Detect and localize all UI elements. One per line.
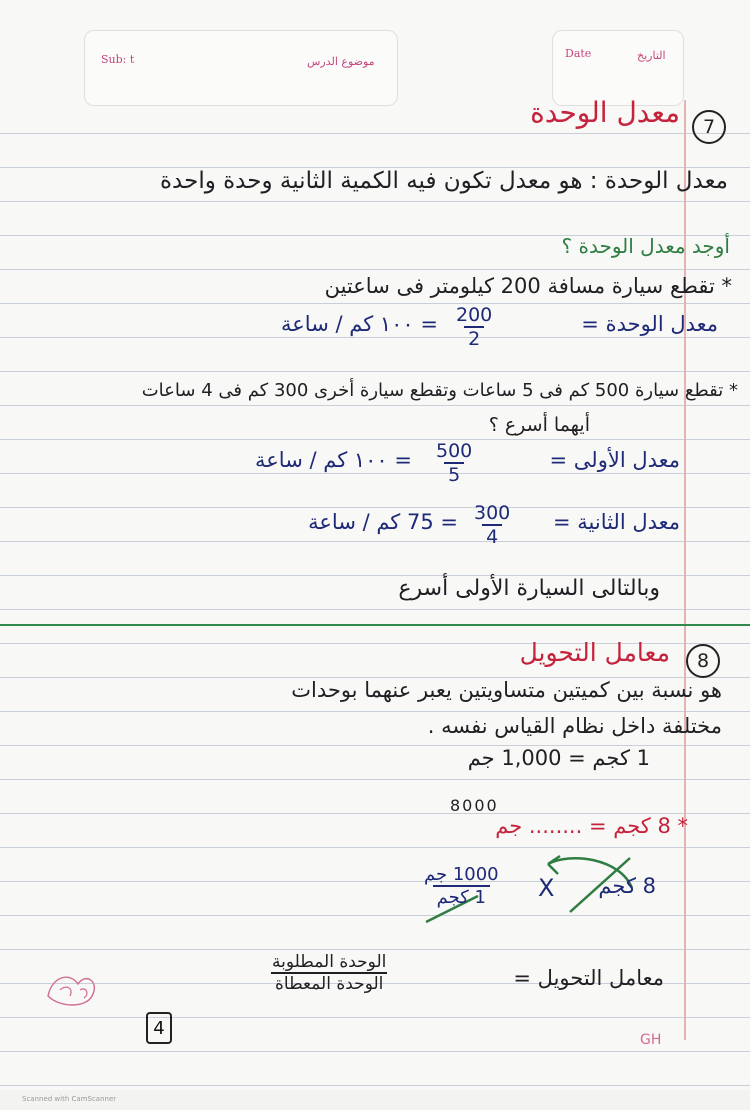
example-question: * 8 كجم = ........ جم <box>495 814 688 838</box>
times-sign: X <box>538 874 555 902</box>
fraction-numerator: 200 <box>456 304 493 326</box>
find-prompt: أوجد معدل الوحدة ؟ <box>561 234 730 258</box>
fraction-denominator: 2 <box>464 326 484 350</box>
second-car-rate-lhs: معدل الثانية = <box>552 510 680 534</box>
page-number: 4 <box>146 1012 172 1044</box>
topic-label: موضوع الدرس <box>307 55 375 68</box>
equivalence-line: 1 كجم = 1,000 جم <box>467 746 650 770</box>
fraction-numerator: 300 <box>474 502 511 524</box>
date-box <box>552 30 684 106</box>
calc-left-quantity: 8 كجم <box>598 874 656 898</box>
second-car-fraction <box>470 502 514 548</box>
section-7-number: 7 <box>692 110 726 144</box>
formula-numerator: الوحدة المطلوبة <box>272 952 387 972</box>
fraction-numerator: 500 <box>436 440 473 462</box>
section-8-number: 8 <box>686 644 720 678</box>
conversion-formula-fraction <box>268 952 390 994</box>
section-divider <box>0 624 750 626</box>
conclusion-text: وبالتالى السيارة الأولى أسرع <box>398 576 660 601</box>
example-2-question: أيهما أسرع ؟ <box>488 414 590 436</box>
example-answer: 8000 <box>450 796 499 815</box>
initials: GH <box>640 1032 662 1048</box>
example-1-lhs: معدل الوحدة = <box>581 312 718 336</box>
fraction-denominator: 4 <box>482 524 502 548</box>
formula-lhs: معامل التحويل = <box>513 966 664 990</box>
fraction-numerator: 1000 جم <box>424 864 499 885</box>
example-2-text: * تقطع سيارة 500 كم فى 5 ساعات وتقطع سيارة أخرى 300 كم فى 4 ساعات <box>141 380 738 401</box>
date-label: Date <box>565 47 592 60</box>
section-7-title: معدل الوحدة <box>530 96 680 129</box>
first-car-rate-result: = ١٠٠ كم / ساعة <box>255 448 412 472</box>
conversion-factor-fraction <box>420 864 503 908</box>
subject-box <box>84 30 398 106</box>
scanner-watermark: Scanned with CamScanner <box>22 1095 117 1103</box>
unit-rate-definition: معدل الوحدة : هو معدل تكون فيه الكمية الثانية وحدة واحدة <box>159 168 728 194</box>
fraction-denominator: 1 كجم <box>433 885 490 908</box>
conversion-definition-line-2: مختلفة داخل نظام القياس نفسه . <box>427 714 722 738</box>
first-car-fraction <box>432 440 476 486</box>
example-1-fraction <box>452 304 496 350</box>
first-car-rate-lhs: معدل الأولى = <box>549 448 680 472</box>
second-car-rate-result: = 75 كم / ساعة <box>308 510 458 534</box>
doodle-sketch <box>40 966 106 1014</box>
subject-label: Sub: t <box>101 53 135 66</box>
formula-denominator: الوحدة المعطاة <box>271 972 387 994</box>
conversion-definition-line-1: هو نسبة بين كميتين متساويتين يعبر عنهما بوحدات <box>291 678 722 702</box>
fraction-denominator: 5 <box>444 462 464 486</box>
example-1-text: * تقطع سيارة مسافة 200 كيلومتر فى ساعتين <box>324 274 732 298</box>
section-8-title: معامل التحويل <box>519 638 670 667</box>
example-1-result: = ١٠٠ كم / ساعة <box>281 312 438 336</box>
date-ar-label: التاريخ <box>637 49 666 62</box>
